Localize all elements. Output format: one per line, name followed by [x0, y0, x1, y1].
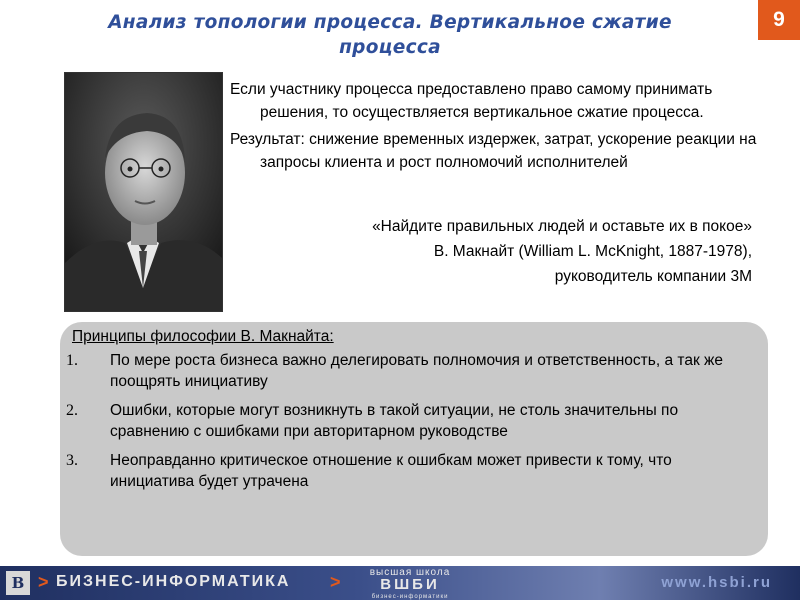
list-item-number: 3.	[66, 452, 78, 469]
list-item	[0, 350, 740, 392]
footer-school-top: высшая школа	[369, 567, 451, 578]
body-paragraph-2: Результат: снижение временных издержек, затрат, ускорение реакции на запросы клиента и рост полномочий исполнителей	[230, 131, 757, 171]
principles-list	[0, 350, 740, 500]
list-item-number: 1.	[66, 352, 78, 369]
quote-block	[372, 214, 752, 289]
chevron-right-icon: >	[38, 572, 49, 592]
body-text	[230, 78, 775, 178]
list-item-text: Неоправданно критическое отношение к ошибкам может привести к тому, что инициатива будет утрачена	[110, 452, 672, 490]
list-item-text: По мере роста бизнеса важно делегировать полномочия и ответственность, а так же поощрять инициативу	[110, 352, 724, 390]
logo-icon: В	[6, 571, 30, 595]
portrait-photo	[64, 72, 223, 312]
list-item-text: Ошибки, которые могут возникнуть в такой ситуации, не столь значительны по сравнению с ошибками при авторитарном руководстве	[110, 402, 679, 440]
principles-box	[60, 322, 768, 556]
quote-text: «Найдите правильных людей и оставьте их в покое»	[372, 218, 752, 235]
person-portrait-icon	[65, 73, 222, 311]
list-item	[0, 450, 740, 492]
footer-school-mid: ВШБИ	[380, 576, 440, 593]
footer-brand: БИЗНЕС-ИНФОРМАТИКА	[56, 573, 291, 590]
quote-role: руководитель компании 3М	[554, 268, 752, 285]
footer-school-bottom: бизнес-информатики	[371, 594, 449, 600]
slide-title	[60, 10, 720, 60]
page-number: 9	[758, 0, 800, 40]
list-item	[0, 400, 740, 442]
footer-bar	[0, 566, 800, 600]
quote-author: В. Макнайт (William L. McKnight, 1887-1978),	[433, 243, 752, 260]
footer-school-logo	[350, 568, 470, 602]
body-paragraph-1: Если участнику процесса предоставлено право самому принимать решения, то осуществляется вертикальное сжатие процесса.	[230, 81, 713, 121]
slide-title-line1: Анализ топологии процесса. Вертикальное сжатие	[108, 12, 672, 33]
principles-title: Принципы философии В. Макнайта:	[72, 328, 334, 345]
list-item-number: 2.	[66, 402, 78, 419]
footer-url: www.hsbi.ru	[661, 574, 772, 591]
chevron-right-icon: >	[330, 572, 341, 592]
slide-title-line2: процесса	[339, 37, 441, 58]
